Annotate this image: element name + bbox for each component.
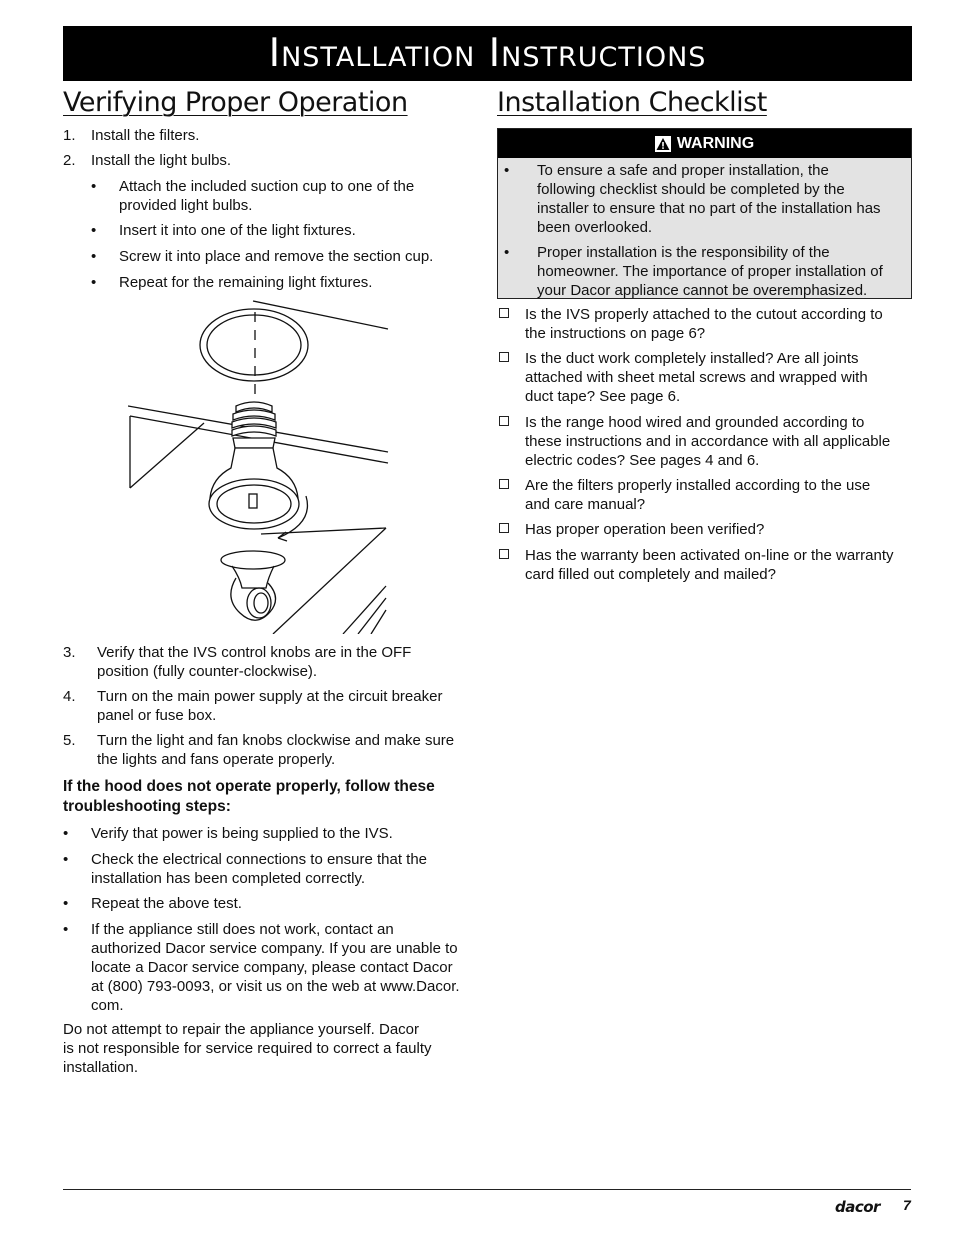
step-number: 2.	[63, 152, 76, 169]
page-number: 7	[903, 1197, 911, 1213]
step-2	[63, 151, 473, 170]
line: provided light bulbs.	[119, 197, 253, 214]
warning-header	[498, 129, 911, 158]
line: the lights and fans operate properly.	[97, 751, 336, 768]
line: panel or fuse box.	[97, 707, 217, 724]
step-text: Install the filters.	[91, 127, 200, 144]
dacor-logo: dacor	[835, 1198, 880, 1216]
checkbox-icon	[499, 523, 509, 533]
step-number: 3.	[63, 644, 76, 661]
step-text: Install the light bulbs.	[91, 152, 232, 169]
checkbox-icon	[499, 479, 509, 489]
line: Turn on the main power supply at the circuit breaker	[97, 688, 443, 705]
line: Screw it into place and remove the section cup.	[119, 248, 434, 265]
page-banner: Installation Instructions	[63, 26, 912, 81]
checkbox-icon	[499, 308, 509, 318]
checkbox-icon	[499, 549, 509, 559]
footer-rule	[63, 1189, 911, 1190]
warning-icon	[655, 136, 671, 152]
checkbox-icon	[499, 416, 509, 426]
step-number: 4.	[63, 688, 76, 705]
verifying-heading: Verifying Proper Operation	[63, 87, 408, 118]
troubleshooting-heading: If the hood does not operate properly, follow these troubleshooting steps:	[63, 778, 435, 815]
light-bulb-installation-illustration	[128, 298, 390, 634]
line: Verify that the IVS control knobs are in the OFF	[97, 644, 412, 661]
line: position (fully counter-clockwise).	[97, 663, 318, 680]
checklist-heading: Installation Checklist	[497, 87, 767, 118]
step-number: 5.	[63, 732, 76, 749]
step-number: 1.	[63, 127, 76, 144]
line: Insert it into one of the light fixtures.	[119, 222, 356, 239]
line: Attach the included suction cup to one of the	[119, 178, 415, 195]
checkbox-icon	[499, 352, 509, 362]
line: Repeat for the remaining light fixtures.	[119, 274, 373, 291]
closing-paragraph: Do not attempt to repair the appliance yourself. Dacor is not responsible for service required to correct a faulty installation.	[63, 1021, 432, 1076]
step-1	[63, 126, 473, 145]
warning-box: WARNING • To ensure a safe and proper installation, the following checklist should be completed by the installer to ensure that no part of the installation has been overlooked. • Proper installation is the responsibility of the homeowner. The importance of proper installation of your Dacor appliance cannot be overemphasized.	[497, 128, 912, 299]
line: Turn the light and fan knobs clockwise and make sure	[97, 732, 455, 749]
warning-title: WARNING	[676, 134, 755, 152]
